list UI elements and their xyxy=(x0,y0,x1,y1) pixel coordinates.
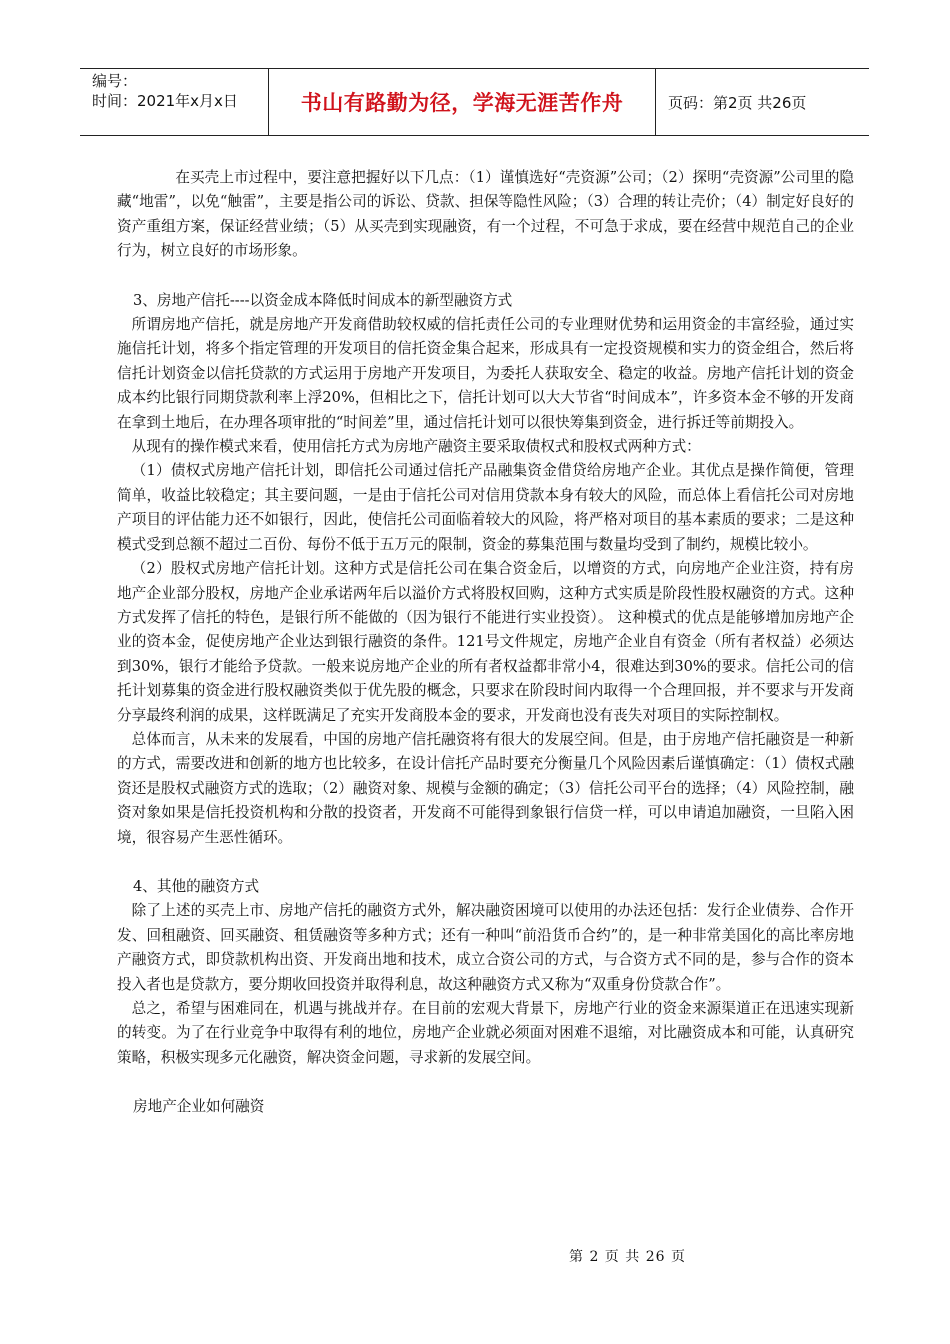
section-heading-other-financing: 4、其他的融资方式 xyxy=(133,877,260,895)
document-subtitle: 房地产企业如何融资 xyxy=(133,1098,265,1116)
paragraph-trust-modes: 从现有的操作模式来看，使用信托方式为房地产融资主要采取债权式和股权式两种方式： xyxy=(131,438,701,456)
paragraph-debt-trust: （1）债权式房地产信托计划，即信托公司通过信托产品融集资金借贷给房地产企业。其优点是操作简便，管理简单，收益比较稳定；其主要问题，一是由于信托公司对信用贷款本身有较大的风险，而总体上看信托公司对房地产项目的评估能力还不如银行，因此，使信托公司面临着较大的风险，将严格对项目的基本素质的要求；二是这种模式受到总额不超过二百份、每份不低于五万元的限制，资金的募集范围与数量均受到了制约，规模比较小。 xyxy=(117,462,854,553)
document-code-label: 编号： xyxy=(92,72,138,90)
header-meta xyxy=(80,69,269,135)
paragraph-other-financing: 除了上述的买壳上市、房地产信托的融资方式外，解决融资困境可以使用的办法还包括：发行企业债券、合作开发、回租融资、回买融资、租赁融资等多种方式；还有一种叫“前沿货币合约”的，是一种非常美国化的高比率房地产融资方式，即贷款机构出资、开发商出地和技术，成立合资公司的方式，与合资方式不同的是，参与合作的资本投入者也是贷款方，要分期收回投资并取得利息，故这种融资方式又称为“双重身份贷款合作”。 xyxy=(117,902,854,993)
header-motto: 书山有路勤为径，学海无涯苦作舟 xyxy=(269,69,656,135)
paragraph-equity-trust: （2）股权式房地产信托计划。这种方式是信托公司在集合资金后，以增资的方式，向房地产企业注资，持有房地产企业部分股权，房地产企业承诺两年后以溢价方式将股权回购，这种方式实质是阶段性股权融资的方式。这种方式发挥了信托的特色，是银行所不能做的（因为银行不能进行实业投资）。 这种模式的优点是能够增加房地产企业的资本金，促使房地产企业达到银行融资的条件。121号文件规定，房地产企业自有资金（所有者权益）必须达到30%，银行才能给予贷款。一般来说房地产企业的所有者权益都非常小4，很难达到30%的要求。信托公司的信托计划募集的资金进行股权融资类似于优先股的概念，只要求在阶段时间内取得一个合理回报，并不要求与开发商分享最终利润的成果，这样既满足了充实开发商股本金的要求，开发商也没有丧失对项目的实际控制权。 xyxy=(117,560,854,724)
page-footer: 第 2 页 共 26 页 xyxy=(569,1249,686,1265)
page-header xyxy=(80,68,869,136)
document-date: 时间：2021年x月x日 xyxy=(92,92,238,110)
paragraph-trust-definition: 所谓房地产信托，就是房地产开发商借助较权威的信托责任公司的专业理财优势和运用资金的丰富经验，通过实施信托计划，将多个指定管理的开发项目的信托资金集合起来，形成具有一定投资规模和实力的资金组合，然后将信托计划资金以信托贷款的方式运用于房地产开发项目，为委托人获取安全、稳定的收益。房地产信托计划的资金成本约比银行同期贷款利率上浮20%，但相比之下，信托计划可以大大节省“时间成本”，许多资本金不够的开发商在拿到土地后，在办理各项审批的“时间差”里，通过信托计划可以很快筹集到资金，进行拆迁等前期投入。 xyxy=(117,316,854,431)
section-heading-real-estate-trust: 3、房地产信托----以资金成本降低时间成本的新型融资方式 xyxy=(133,291,513,309)
document-body xyxy=(117,166,854,1120)
header-page-info: 页码：第2页 共26页 xyxy=(668,93,807,112)
paragraph-conclusion: 总之，希望与困难同在，机遇与挑战并存。在目前的宏观大背景下，房地产行业的资金来源渠道正在迅速实现新的转变。为了在行业竞争中取得有利的地位，房地产企业就必须面对困难不退缩，对比融资成本和可能，认真研究策略，积极实现多元化融资，解决资金问题，寻求新的发展空间。 xyxy=(117,1000,854,1066)
paragraph-shell-listing-notes: 在买壳上市过程中，要注意把握好以下几点：（1）谨慎选好“壳资源”公司；（2）探明“壳资源”公司里的隐藏“地雷”，以免“触雷”，主要是指公司的诉讼、贷款、担保等隐性风险；（3）合理的转让壳价；（4）制定好良好的资产重组方案，保证经营业绩；（5）从买壳到实现融资，有一个过程，不可急于求成，要在经营中规范自己的企业行为，树立良好的市场形象。 xyxy=(117,169,854,260)
paragraph-trust-summary: 总体而言，从未来的发展看，中国的房地产信托融资将有很大的发展空间。但是，由于房地产信托融资是一种新的方式，需要改进和创新的地方也比较多，在设计信托产品时要充分衡量几个风险因素后谨慎确定：（1）债权式融资还是股权式融资方式的选取；（2）融资对象、规模与金额的确定；（3）信托公司平台的选择；（4）风险控制，融资对象如果是信托投资机构和分散的投资者，开发商不可能得到象银行信贷一样，可以申请追加融资，一旦陷入困境，很容易产生恶性循环。 xyxy=(117,730,854,846)
